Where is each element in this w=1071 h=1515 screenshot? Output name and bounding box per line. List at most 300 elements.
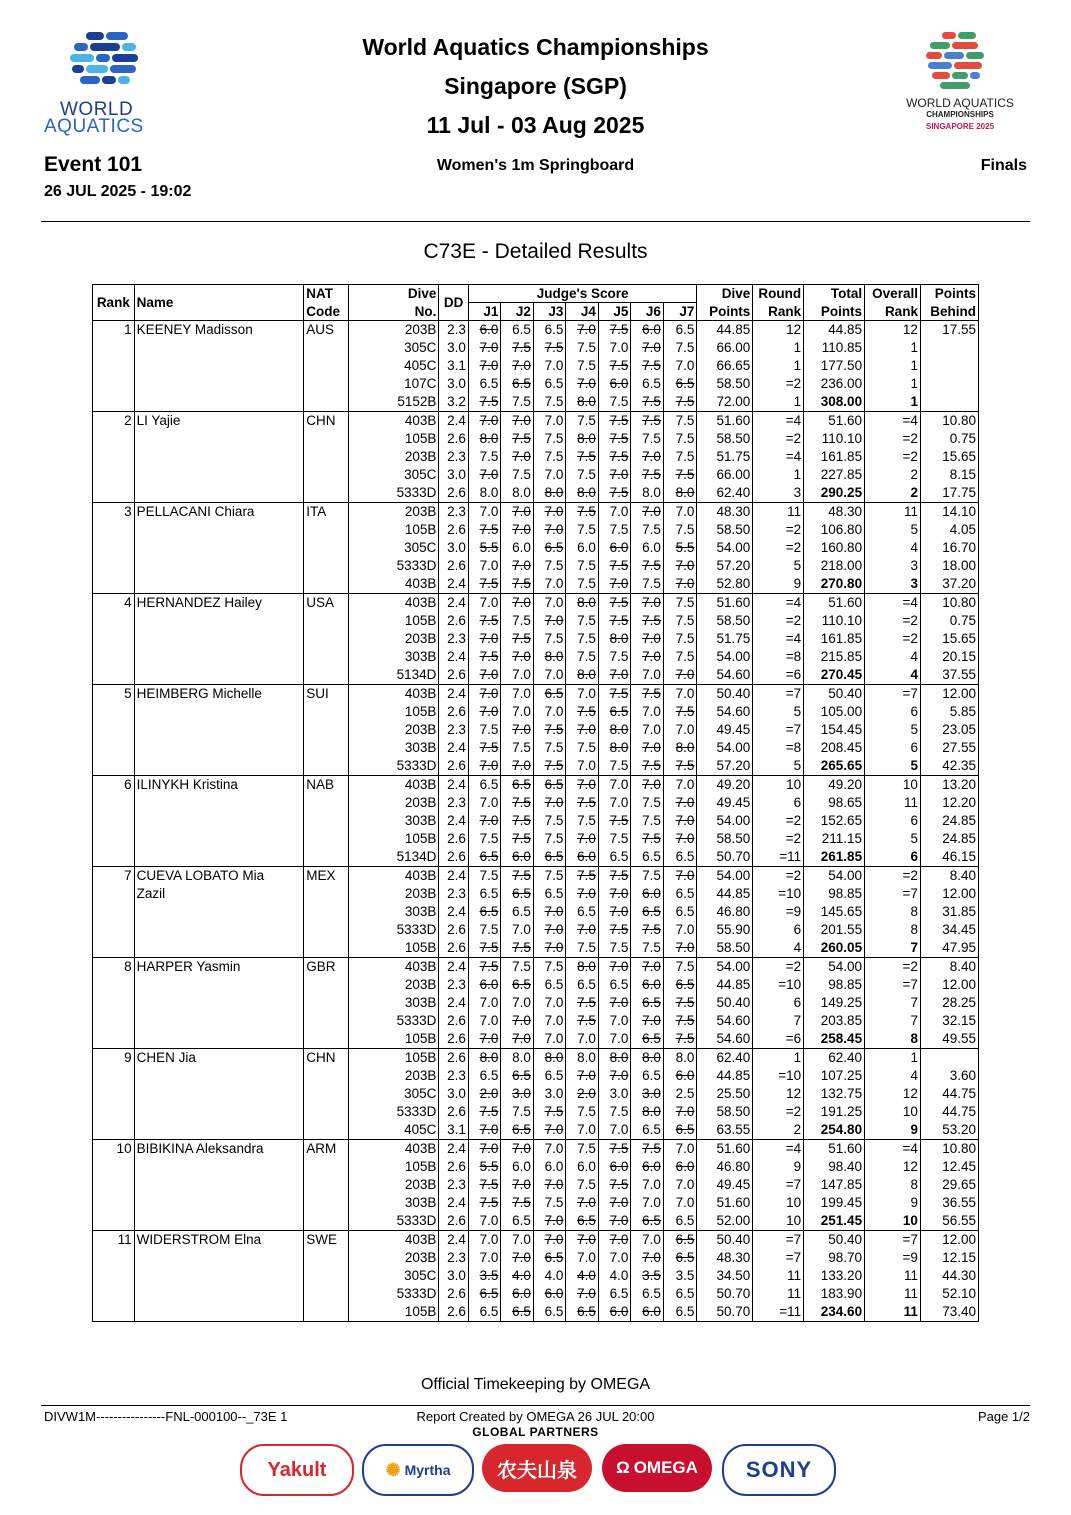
- nat-code: [304, 830, 349, 848]
- judge-score: 6.5: [631, 1030, 664, 1049]
- judge-score: 7.0: [533, 521, 566, 539]
- judge-score: 7.0: [468, 1121, 501, 1140]
- judge-score: 7.5: [468, 867, 501, 886]
- round-rank: 10: [753, 776, 804, 795]
- degree-of-difficulty: 2.6: [439, 1049, 468, 1068]
- judge-score: 4.0: [566, 1267, 599, 1285]
- rank-cell: [93, 903, 135, 921]
- judge-score: 7.0: [468, 357, 501, 375]
- judge-score: 7.5: [631, 612, 664, 630]
- judge-score: 7.5: [598, 484, 631, 503]
- rank-cell: [93, 666, 135, 685]
- judge-score: 8.0: [468, 484, 501, 503]
- dive-points: 44.85: [697, 321, 753, 340]
- dive-row: [93, 994, 979, 1012]
- overall-rank: =4: [865, 1140, 921, 1159]
- dive-points: 44.85: [697, 976, 753, 994]
- overall-rank: =2: [865, 958, 921, 977]
- points-behind: 12.15: [920, 1249, 978, 1267]
- athlete-name: [134, 1103, 304, 1121]
- degree-of-difficulty: 2.3: [439, 794, 468, 812]
- total-points: 261.85: [804, 848, 865, 867]
- judge-score: 6.5: [533, 321, 566, 340]
- judge-score: 7.0: [598, 1067, 631, 1085]
- judge-score: 7.5: [501, 958, 534, 977]
- partner-myrtha-label: Myrtha: [404, 1462, 451, 1478]
- judge-score: 6.5: [468, 776, 501, 795]
- degree-of-difficulty: 2.3: [439, 630, 468, 648]
- judge-score: 6.5: [598, 976, 631, 994]
- dive-number: 105B: [349, 1049, 439, 1068]
- judge-score: 7.5: [501, 830, 534, 848]
- points-behind: 24.85: [920, 830, 978, 848]
- round-rank: =4: [753, 412, 804, 431]
- judge-score: 8.0: [663, 1049, 697, 1068]
- round-rank: 6: [753, 994, 804, 1012]
- judge-score: 7.5: [598, 648, 631, 666]
- judge-score: 7.0: [468, 630, 501, 648]
- dive-number: 203B: [349, 976, 439, 994]
- judge-score: 6.0: [468, 976, 501, 994]
- total-points: 260.05: [804, 939, 865, 958]
- judge-score: 3.5: [468, 1267, 501, 1285]
- judge-score: 7.0: [631, 503, 664, 522]
- dive-row: [93, 1085, 979, 1103]
- judge-score: 7.0: [631, 958, 664, 977]
- rank-cell: 3: [93, 503, 135, 522]
- athlete-name: [134, 848, 304, 867]
- judge-score: 7.0: [501, 757, 534, 776]
- dive-number: 203B: [349, 721, 439, 739]
- dive-number: 5333D: [349, 1103, 439, 1121]
- rank-cell: 11: [93, 1231, 135, 1250]
- judge-score: 6.5: [468, 903, 501, 921]
- degree-of-difficulty: 3.0: [439, 339, 468, 357]
- judge-score: 7.5: [663, 1012, 697, 1030]
- judge-score: 7.5: [533, 757, 566, 776]
- nat-code: [304, 812, 349, 830]
- judge-score: 7.0: [501, 648, 534, 666]
- overall-rank: 11: [865, 1303, 921, 1322]
- athlete-name: [134, 1012, 304, 1030]
- judge-score: 7.0: [468, 1212, 501, 1231]
- judge-score: 8.0: [468, 1049, 501, 1068]
- judge-score: 6.5: [468, 1285, 501, 1303]
- judge-score: 7.0: [533, 1012, 566, 1030]
- nat-code: [304, 1121, 349, 1140]
- points-behind: 37.20: [920, 575, 978, 594]
- judge-score: 6.0: [468, 321, 501, 340]
- degree-of-difficulty: 2.6: [439, 612, 468, 630]
- judge-score: 8.0: [663, 484, 697, 503]
- points-behind: 15.65: [920, 630, 978, 648]
- athlete-name: [134, 612, 304, 630]
- dive-number: 5333D: [349, 557, 439, 575]
- round-rank: =2: [753, 375, 804, 393]
- degree-of-difficulty: 2.6: [439, 521, 468, 539]
- judge-score: 7.5: [501, 430, 534, 448]
- overall-rank: 1: [865, 1049, 921, 1068]
- rank-cell: [93, 1249, 135, 1267]
- round-rank: 12: [753, 1085, 804, 1103]
- round-rank: =10: [753, 885, 804, 903]
- points-behind: 28.25: [920, 994, 978, 1012]
- points-behind: 24.85: [920, 812, 978, 830]
- judge-score: 6.5: [631, 375, 664, 393]
- overall-rank: 8: [865, 1176, 921, 1194]
- judge-score: 7.0: [566, 776, 599, 795]
- judge-score: 7.5: [598, 812, 631, 830]
- total-points: 51.60: [804, 594, 865, 613]
- dive-row: [93, 685, 979, 704]
- judge-score: 6.5: [501, 776, 534, 795]
- overall-rank: 7: [865, 939, 921, 958]
- total-points: 227.85: [804, 466, 865, 484]
- total-points: 105.00: [804, 703, 865, 721]
- judge-score: 6.5: [663, 1249, 697, 1267]
- col-total-points: Total: [804, 285, 865, 303]
- dive-points: 34.50: [697, 1267, 753, 1285]
- judge-score: 6.5: [533, 885, 566, 903]
- degree-of-difficulty: 2.4: [439, 739, 468, 757]
- col-name: Name: [134, 285, 304, 321]
- judge-score: 6.5: [631, 994, 664, 1012]
- nat-code: [304, 448, 349, 466]
- dive-row: [93, 848, 979, 867]
- athlete-name: KEENEY Madisson: [134, 321, 304, 340]
- athlete-name: [134, 430, 304, 448]
- overall-rank: 1: [865, 375, 921, 393]
- dive-row: [93, 666, 979, 685]
- rank-cell: [93, 1012, 135, 1030]
- judge-score: 7.5: [468, 521, 501, 539]
- judge-score: 7.5: [501, 575, 534, 594]
- round-rank: =9: [753, 903, 804, 921]
- dive-row: [93, 357, 979, 375]
- round-rank: 9: [753, 1158, 804, 1176]
- dive-points: 58.50: [697, 1103, 753, 1121]
- col-j4: J4: [566, 303, 599, 321]
- dive-number: 105B: [349, 612, 439, 630]
- right-logo-text-2: CHAMPIONSHIPS: [926, 110, 994, 119]
- judge-score: 7.5: [631, 812, 664, 830]
- athlete-name: [134, 648, 304, 666]
- rank-cell: [93, 830, 135, 848]
- dive-points: 66.00: [697, 339, 753, 357]
- total-points: 218.00: [804, 557, 865, 575]
- dive-number: 5333D: [349, 1285, 439, 1303]
- athlete-name: [134, 812, 304, 830]
- rank-cell: 10: [93, 1140, 135, 1159]
- judge-score: 2.0: [468, 1085, 501, 1103]
- total-points: 199.45: [804, 1194, 865, 1212]
- judge-score: 7.5: [468, 958, 501, 977]
- judge-score: 6.5: [501, 1303, 534, 1322]
- round-rank: =11: [753, 848, 804, 867]
- judge-score: 6.0: [566, 848, 599, 867]
- athlete-name: [134, 739, 304, 757]
- total-points: 145.65: [804, 903, 865, 921]
- athlete-name: [134, 1085, 304, 1103]
- dive-row: [93, 776, 979, 795]
- total-points: 258.45: [804, 1030, 865, 1049]
- overall-rank: =4: [865, 594, 921, 613]
- judge-score: 6.5: [598, 1285, 631, 1303]
- judge-score: 7.5: [468, 575, 501, 594]
- degree-of-difficulty: 2.4: [439, 776, 468, 795]
- dive-points: 57.20: [697, 557, 753, 575]
- judge-score: 7.0: [533, 666, 566, 685]
- athlete-name: [134, 1285, 304, 1303]
- degree-of-difficulty: 2.6: [439, 430, 468, 448]
- degree-of-difficulty: 2.6: [439, 1285, 468, 1303]
- judge-score: 8.0: [566, 594, 599, 613]
- round-rank: =6: [753, 1030, 804, 1049]
- athlete-name: [134, 575, 304, 594]
- rank-cell: 6: [93, 776, 135, 795]
- points-behind: 53.20: [920, 1121, 978, 1140]
- dive-row: [93, 1158, 979, 1176]
- judge-score: 6.5: [501, 903, 534, 921]
- dive-points: 58.50: [697, 939, 753, 958]
- judge-score: 7.0: [631, 594, 664, 613]
- points-behind: [920, 339, 978, 357]
- judge-score: 3.0: [533, 1085, 566, 1103]
- rank-cell: [93, 1176, 135, 1194]
- points-behind: 12.00: [920, 976, 978, 994]
- dive-row: [93, 703, 979, 721]
- judge-score: 7.0: [663, 939, 697, 958]
- athlete-name: [134, 903, 304, 921]
- points-behind: 44.30: [920, 1267, 978, 1285]
- judge-score: 7.0: [468, 757, 501, 776]
- total-points: 201.55: [804, 921, 865, 939]
- total-points: 211.15: [804, 830, 865, 848]
- dive-points: 66.65: [697, 357, 753, 375]
- judge-score: 7.5: [631, 830, 664, 848]
- judge-score: 7.5: [598, 1140, 631, 1159]
- judge-score: 6.5: [533, 1249, 566, 1267]
- judge-score: 7.5: [566, 867, 599, 886]
- degree-of-difficulty: 3.0: [439, 1085, 468, 1103]
- degree-of-difficulty: 2.6: [439, 830, 468, 848]
- col-total-points-2: Points: [804, 303, 865, 321]
- overall-rank: 12: [865, 321, 921, 340]
- overall-rank: =9: [865, 1249, 921, 1267]
- judge-score: 7.5: [468, 448, 501, 466]
- dive-row: [93, 1176, 979, 1194]
- judge-score: 8.0: [598, 1049, 631, 1068]
- judge-score: 7.0: [663, 776, 697, 795]
- judge-score: 7.5: [598, 921, 631, 939]
- athlete-name: [134, 339, 304, 357]
- judge-score: 8.0: [598, 739, 631, 757]
- nat-code: [304, 703, 349, 721]
- dive-row: [93, 1212, 979, 1231]
- nat-code: SWE: [304, 1231, 349, 1250]
- athlete-name: [134, 557, 304, 575]
- judge-score: 7.5: [566, 648, 599, 666]
- athlete-name: [134, 448, 304, 466]
- judge-score: 7.0: [533, 1140, 566, 1159]
- dive-number: 105B: [349, 830, 439, 848]
- judge-score: 6.5: [566, 976, 599, 994]
- total-points: 270.45: [804, 666, 865, 685]
- judge-score: 7.0: [598, 1231, 631, 1250]
- dive-number: 5333D: [349, 484, 439, 503]
- nat-code: CHN: [304, 412, 349, 431]
- judge-score: 6.5: [533, 539, 566, 557]
- page-number: Page 1/2: [977, 1409, 1030, 1424]
- judge-score: 7.5: [468, 612, 501, 630]
- athlete-name: LI Yajie: [134, 412, 304, 431]
- points-behind: 47.95: [920, 939, 978, 958]
- dive-number: 105B: [349, 939, 439, 958]
- athlete-name: [134, 1176, 304, 1194]
- judge-score: 7.5: [598, 867, 631, 886]
- nat-code: [304, 1212, 349, 1231]
- total-points: 203.85: [804, 1012, 865, 1030]
- dive-points: 51.75: [697, 448, 753, 466]
- nat-code: [304, 939, 349, 958]
- total-points: 54.00: [804, 867, 865, 886]
- round-rank: 11: [753, 503, 804, 522]
- dive-number: 305C: [349, 1267, 439, 1285]
- dive-number: 403B: [349, 776, 439, 795]
- col-round-rank-2: Rank: [753, 303, 804, 321]
- degree-of-difficulty: 2.4: [439, 958, 468, 977]
- judge-score: 7.5: [501, 739, 534, 757]
- footer-divider: [41, 1405, 1030, 1406]
- judge-score: 7.0: [598, 1121, 631, 1140]
- dive-row: [93, 1049, 979, 1068]
- total-points: 183.90: [804, 1285, 865, 1303]
- partner-yakult: [240, 1444, 354, 1496]
- round-rank: =2: [753, 612, 804, 630]
- judge-score: 7.0: [598, 1030, 631, 1049]
- nat-code: [304, 1158, 349, 1176]
- judge-score: 7.0: [533, 1212, 566, 1231]
- points-behind: 10.80: [920, 1140, 978, 1159]
- judge-score: 7.0: [533, 1231, 566, 1250]
- judge-score: 7.0: [663, 1140, 697, 1159]
- total-points: 98.85: [804, 885, 865, 903]
- athlete-name: [134, 375, 304, 393]
- overall-rank: 5: [865, 830, 921, 848]
- col-dive-2: No.: [349, 303, 439, 321]
- judge-score: 7.0: [468, 666, 501, 685]
- dive-row: [93, 1267, 979, 1285]
- results-body: [93, 321, 979, 1322]
- dive-points: 50.70: [697, 848, 753, 867]
- judge-score: 7.0: [501, 721, 534, 739]
- judge-score: 7.5: [566, 1176, 599, 1194]
- judge-score: 7.5: [566, 521, 599, 539]
- dive-number: 303B: [349, 1194, 439, 1212]
- nat-code: [304, 794, 349, 812]
- degree-of-difficulty: 3.1: [439, 1121, 468, 1140]
- judge-score: 7.0: [533, 794, 566, 812]
- round-rank: =7: [753, 685, 804, 704]
- judge-score: 6.5: [533, 1303, 566, 1322]
- col-dd: DD: [439, 285, 468, 321]
- judge-score: 6.0: [631, 1158, 664, 1176]
- dive-number: 403B: [349, 594, 439, 613]
- judge-score: 5.5: [468, 539, 501, 557]
- dive-points: 51.75: [697, 630, 753, 648]
- nat-code: [304, 466, 349, 484]
- partner-nongfu-label: 农夫山泉: [497, 1459, 577, 1482]
- nat-code: [304, 575, 349, 594]
- judge-score: 7.5: [468, 939, 501, 958]
- total-points: 161.85: [804, 630, 865, 648]
- judge-score: 6.5: [501, 976, 534, 994]
- judge-score: 7.5: [663, 339, 697, 357]
- points-behind: 0.75: [920, 430, 978, 448]
- judge-score: 7.5: [598, 1176, 631, 1194]
- judge-score: 6.5: [663, 885, 697, 903]
- dive-points: 54.60: [697, 1012, 753, 1030]
- overall-rank: =7: [865, 685, 921, 704]
- judge-score: 8.0: [598, 721, 631, 739]
- total-points: 107.25: [804, 1067, 865, 1085]
- right-logo-text-1: WORLD AQUATICS: [906, 96, 1014, 110]
- dive-points: 58.50: [697, 375, 753, 393]
- judge-score: 7.5: [663, 703, 697, 721]
- nat-code: [304, 666, 349, 685]
- judge-score: 7.0: [663, 794, 697, 812]
- dive-number: 203B: [349, 630, 439, 648]
- judge-score: 7.0: [631, 648, 664, 666]
- total-points: 50.40: [804, 1231, 865, 1250]
- points-behind: 0.75: [920, 612, 978, 630]
- judge-score: 7.0: [663, 685, 697, 704]
- nat-code: [304, 885, 349, 903]
- judge-score: 7.5: [501, 1194, 534, 1212]
- dive-row: [93, 867, 979, 886]
- nat-code: [304, 903, 349, 921]
- total-points: 152.65: [804, 812, 865, 830]
- judge-score: 7.5: [631, 466, 664, 484]
- overall-rank: 10: [865, 776, 921, 795]
- points-behind: 18.00: [920, 557, 978, 575]
- dive-points: 72.00: [697, 393, 753, 412]
- judge-score: 7.0: [598, 339, 631, 357]
- judge-score: 6.5: [533, 375, 566, 393]
- judge-score: 5.5: [663, 539, 697, 557]
- dive-row: [93, 448, 979, 466]
- athlete-name: [134, 703, 304, 721]
- judge-score: 7.5: [468, 1176, 501, 1194]
- round-rank: =7: [753, 1176, 804, 1194]
- judge-score: 7.0: [501, 594, 534, 613]
- judge-score: 7.0: [468, 339, 501, 357]
- rank-cell: [93, 921, 135, 939]
- judge-score: 7.0: [533, 412, 566, 431]
- overall-rank: 6: [865, 812, 921, 830]
- judge-score: 7.0: [598, 1012, 631, 1030]
- judge-score: 6.5: [501, 1212, 534, 1231]
- judge-score: 6.0: [598, 1303, 631, 1322]
- overall-rank: 12: [865, 1085, 921, 1103]
- degree-of-difficulty: 2.4: [439, 648, 468, 666]
- dive-row: [93, 885, 979, 903]
- omega-icon: Ω: [616, 1458, 630, 1477]
- judge-score: 7.5: [501, 630, 534, 648]
- points-behind: 8.40: [920, 867, 978, 886]
- degree-of-difficulty: 2.6: [439, 1158, 468, 1176]
- dive-points: 44.85: [697, 885, 753, 903]
